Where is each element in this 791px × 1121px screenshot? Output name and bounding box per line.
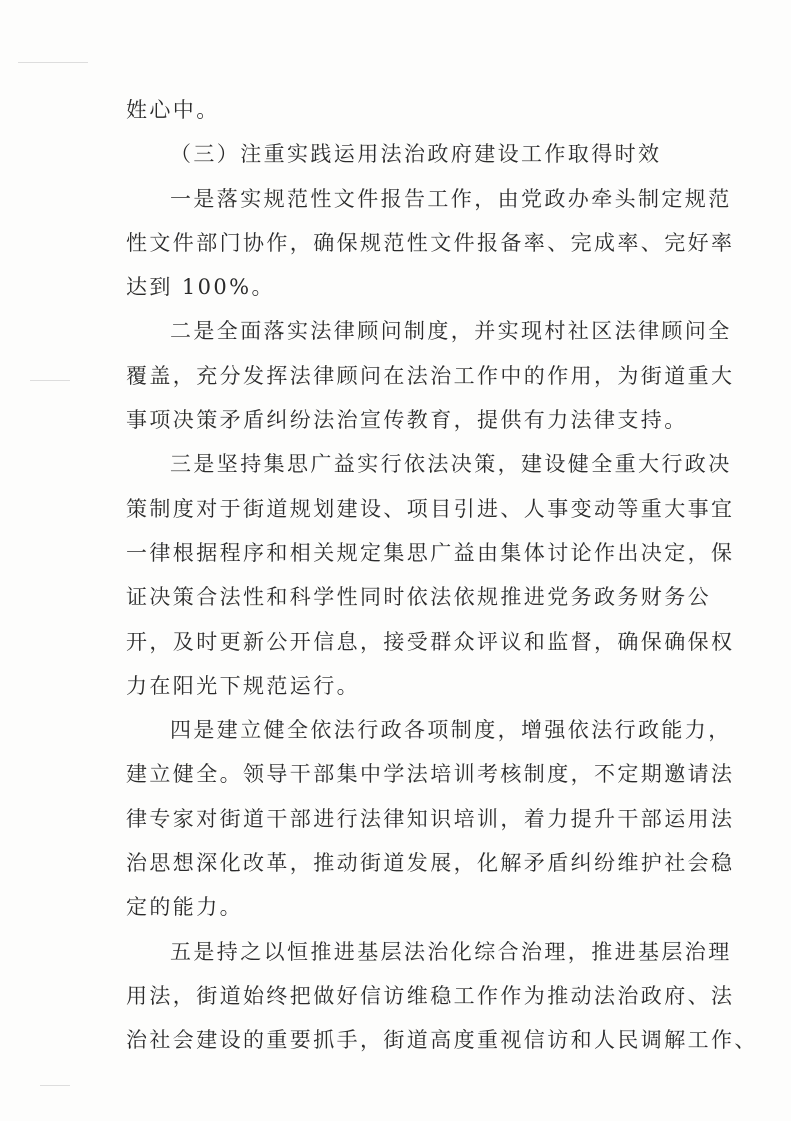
scan-artifact — [40, 1085, 70, 1086]
scan-artifact — [18, 62, 88, 63]
paragraph-first-line: 二是全面落实法律顾问制度，并实现村社区法律顾问全 — [170, 319, 732, 344]
paragraph-line: 治社会建设的重要抓手，街道高度重视信访和人民调解工作、 — [126, 1028, 758, 1053]
paragraph-first-line: （三）注重实践运用法治政府建设工作取得时效 — [170, 142, 662, 167]
paragraph-line: 性文件部门协作，确保规范性文件报备率、完成率、完好率 — [126, 230, 735, 255]
paragraph-line: 姓心中。 — [126, 98, 220, 122]
paragraph-first-line: 五是持之以恒推进基层法治化综合治理，推进基层治理 — [170, 939, 732, 964]
paragraph-line: 建立健全。领导干部集中学法培训考核制度，不定期邀请法 — [126, 762, 735, 787]
paragraph-line: 证决策合法性和科学性同时依法依规推进党务政务财务公 — [126, 585, 711, 610]
paragraph-line: 用法，街道始终把做好信访维稳工作作为推动法治政府、法 — [126, 983, 735, 1008]
paragraph-line: 治思想深化改革，推动街道发展，化解矛盾纠纷维护社会稳 — [126, 851, 735, 876]
paragraph-line: 覆盖，充分发挥法律顾问在法治工作中的作用，为街道重大 — [126, 363, 735, 388]
paragraph-line: 开，及时更新公开信息，接受群众评议和监督，确保确保权 — [126, 629, 735, 654]
paragraph-first-line: 三是坚持集思广益实行依法决策，建设健全重大行政决 — [170, 452, 732, 477]
paragraph-first-line: 一是落实规范性文件报告工作，由党政办牵头制定规范 — [170, 186, 732, 211]
paragraph-line: 策制度对于街道规划建设、项目引进、人事变动等重大事宜 — [126, 496, 735, 521]
paragraph-first-line: 四是建立健全依法行政各项制度，增强依法行政能力， — [170, 718, 732, 743]
paragraph-line: 达到 100%。 — [126, 275, 275, 300]
paragraph-line: 事项决策矛盾纠纷法治宣传教育，提供有力法律支持。 — [126, 408, 688, 433]
paragraph-line: 一律根据程序和相关规定集思广益由集体讨论作出决定，保 — [126, 540, 735, 565]
paragraph-line: 律专家对街道干部进行法律知识培训，着力提升干部运用法 — [126, 806, 735, 831]
document-body — [126, 88, 758, 1063]
paragraph-line: 定的能力。 — [126, 895, 243, 920]
scan-artifact — [30, 380, 70, 381]
paragraph-line: 力在阳光下规范运行。 — [126, 673, 360, 698]
